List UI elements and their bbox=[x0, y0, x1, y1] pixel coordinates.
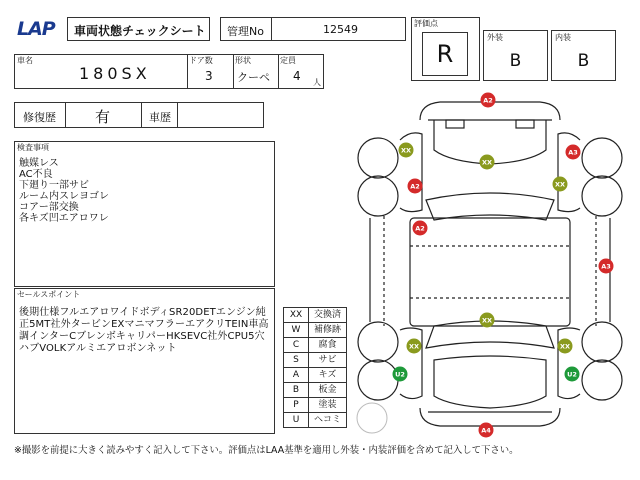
damage-marker-code: A3 bbox=[601, 262, 611, 271]
damage-marker bbox=[408, 179, 423, 194]
damage-marker-code: XX bbox=[481, 316, 493, 325]
rear-bumper-outline bbox=[420, 408, 560, 426]
legend-row bbox=[284, 368, 347, 383]
body-label: 形状 bbox=[235, 56, 251, 65]
sales-points-box bbox=[14, 288, 275, 434]
inspection-item: 各キズ凹エアロワレ bbox=[19, 213, 109, 224]
inspection-item: 触媒レス bbox=[19, 158, 59, 169]
sales-points-text: 後期仕様フルエアロワイドボディSR20DETエンジン純正5MT社外タービンEXマニマフラーエアクリTEIN車高調インターCブレンボキャリパーHKSEVC社外CPU5穴ハブVOLKアルミエアロボンネット bbox=[19, 307, 269, 354]
damage-marker-code: XX bbox=[400, 146, 412, 155]
model-label: 車名 bbox=[17, 56, 33, 65]
body-value: クーペ bbox=[237, 71, 270, 84]
damage-code-legend bbox=[283, 307, 347, 428]
legend-code: A bbox=[284, 368, 309, 383]
legend-code: XX bbox=[284, 308, 309, 323]
legend-code: U bbox=[284, 413, 309, 428]
grade-score-label: 評価点 bbox=[414, 19, 438, 28]
repair-label: 修復歴 bbox=[23, 111, 56, 124]
exterior-grade-box bbox=[483, 30, 548, 81]
legend-row bbox=[284, 413, 347, 428]
grade-score-value: R bbox=[436, 40, 454, 68]
damage-marker bbox=[480, 155, 495, 170]
windshield-outline bbox=[426, 193, 554, 220]
damage-marker bbox=[399, 143, 414, 158]
grade-score-value-box bbox=[422, 32, 468, 76]
svg-text:LAP: LAP bbox=[17, 18, 55, 39]
repair-value: 有 bbox=[95, 108, 111, 126]
legend-row bbox=[284, 338, 347, 353]
capacity-label: 定員 bbox=[280, 56, 296, 65]
control-no-value: 12549 bbox=[323, 23, 358, 36]
front-right-wheel bbox=[582, 138, 622, 178]
inspection-item: 下廻り一部サビ bbox=[19, 180, 89, 191]
legend-meaning: 腐食 bbox=[309, 338, 347, 353]
sales-points-title: セールスポイント bbox=[17, 290, 81, 299]
control-no-box bbox=[220, 17, 406, 41]
legend-row bbox=[284, 398, 347, 413]
legend-meaning: 交換済 bbox=[309, 308, 347, 323]
damage-marker-code: A4 bbox=[481, 426, 491, 435]
damage-marker-code: U2 bbox=[395, 370, 405, 379]
doors-value: 3 bbox=[205, 69, 213, 83]
legend-meaning: サビ bbox=[309, 353, 347, 368]
car-diagram bbox=[350, 90, 630, 440]
damage-marker-code: U2 bbox=[567, 370, 577, 379]
damage-marker-code: A2 bbox=[415, 224, 425, 233]
legend-code: W bbox=[284, 323, 309, 338]
damage-marker bbox=[481, 93, 496, 108]
sheet-title: 車両状態チェックシート bbox=[74, 24, 206, 38]
inspection-item: コアー部交換 bbox=[19, 202, 79, 213]
capacity-unit: 人 bbox=[313, 78, 321, 87]
damage-marker-code: A2 bbox=[410, 182, 420, 191]
damage-marker bbox=[479, 423, 494, 438]
damage-marker bbox=[553, 177, 568, 192]
inspector-stamp bbox=[357, 403, 387, 433]
inspection-box bbox=[14, 141, 275, 287]
damage-marker bbox=[599, 259, 614, 274]
model-value: 180SX bbox=[79, 64, 151, 83]
legend-meaning: キズ bbox=[309, 368, 347, 383]
legend-row bbox=[284, 383, 347, 398]
damage-marker-code: XX bbox=[554, 180, 566, 189]
legend-row bbox=[284, 323, 347, 338]
damage-marker bbox=[413, 221, 428, 236]
inspection-item: AC不良 bbox=[19, 169, 53, 180]
legend-meaning: 塗装 bbox=[309, 398, 347, 413]
legend-meaning: 補修跡 bbox=[309, 323, 347, 338]
inspection-list bbox=[19, 158, 109, 224]
damage-marker-code: XX bbox=[559, 342, 571, 351]
lap-logo bbox=[16, 17, 64, 39]
damage-marker bbox=[407, 339, 422, 354]
sheet-title-box bbox=[67, 17, 210, 41]
legend-code: B bbox=[284, 383, 309, 398]
damage-marker-code: A3 bbox=[568, 148, 578, 157]
damage-marker-code: XX bbox=[481, 158, 493, 167]
interior-grade-label: 内装 bbox=[555, 33, 571, 42]
interior-grade-value: B bbox=[577, 51, 590, 71]
interior-grade-box bbox=[551, 30, 616, 81]
footer-note: ※撮影を前提に大きく読みやすく記入して下さい。評価点はLAA基準を適用し外装・内装評価を含めて記入して下さい。 bbox=[14, 445, 519, 456]
inspection-record-label: 車歴 bbox=[149, 111, 171, 124]
history-box bbox=[14, 102, 264, 128]
legend-code: P bbox=[284, 398, 309, 413]
roof-outline bbox=[410, 218, 570, 326]
exterior-grade-label: 外装 bbox=[487, 33, 503, 42]
capacity-value: 4 bbox=[293, 69, 301, 83]
exterior-grade-value: B bbox=[509, 51, 522, 71]
legend-row bbox=[284, 308, 347, 323]
rear-left-wheel bbox=[358, 322, 398, 362]
grade-score-box bbox=[411, 17, 480, 81]
damage-marker bbox=[480, 313, 495, 328]
damage-marker-code: XX bbox=[408, 342, 420, 351]
inspection-title: 検査事項 bbox=[17, 143, 49, 152]
inspection-item: ルーム内スレヨゴレ bbox=[19, 191, 109, 202]
front-left-wheel bbox=[358, 138, 398, 178]
damage-marker bbox=[565, 367, 580, 382]
legend-meaning: 板金 bbox=[309, 383, 347, 398]
rear-right-wheel bbox=[582, 322, 622, 362]
legend-meaning: ヘコミ bbox=[309, 413, 347, 428]
doors-label: ドア数 bbox=[189, 56, 213, 65]
legend-code: C bbox=[284, 338, 309, 353]
trunk-outline bbox=[434, 356, 546, 408]
vehicle-info-box bbox=[14, 54, 324, 89]
legend-row bbox=[284, 353, 347, 368]
damage-marker bbox=[566, 145, 581, 160]
damage-marker bbox=[558, 339, 573, 354]
damage-marker bbox=[393, 367, 408, 382]
damage-marker-code: A2 bbox=[483, 96, 493, 105]
control-no-label: 管理No bbox=[227, 25, 264, 38]
legend-code: S bbox=[284, 353, 309, 368]
